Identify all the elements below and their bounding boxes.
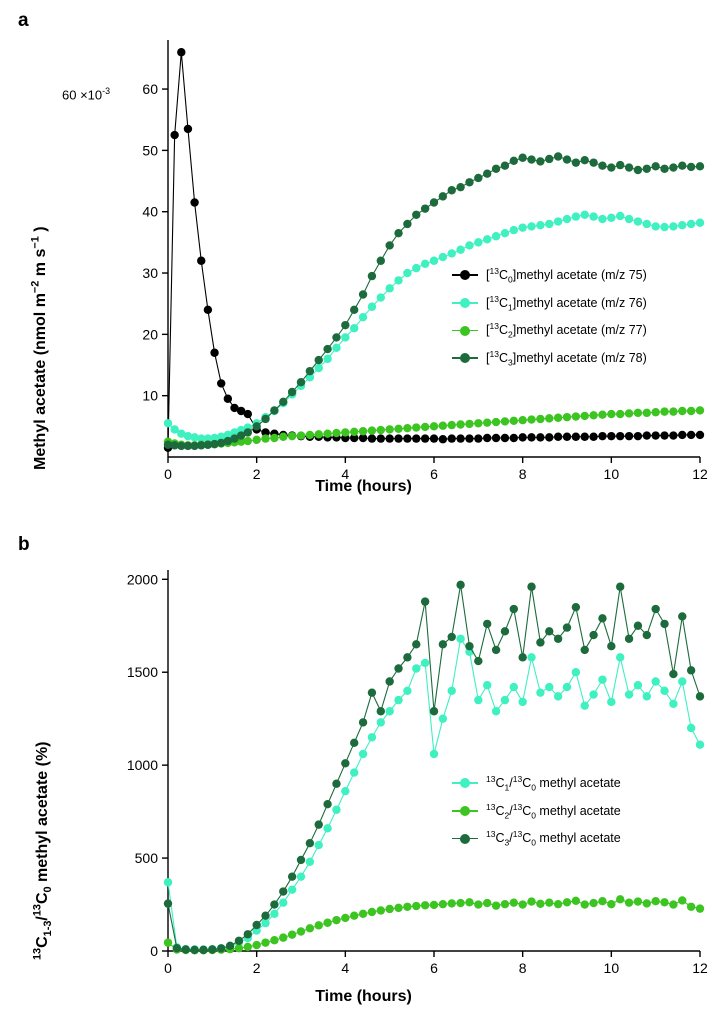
legend-marker: [452, 833, 478, 845]
panel-a-letter: a: [18, 10, 29, 31]
svg-text:30: 30: [142, 265, 158, 282]
panel-b-x-axis-title: Time (hours): [315, 988, 412, 1005]
legend-label: $[^{13}C_0]methyl$ acetate (m/z 75): [486, 266, 647, 285]
panel-a-plot: [0, 0, 727, 500]
svg-text:2: 2: [252, 466, 261, 482]
legend-item: [452, 349, 647, 368]
legend-item: [452, 774, 621, 793]
svg-text:0: 0: [164, 960, 172, 976]
svg-text:1000: 1000: [126, 757, 158, 774]
svg-text:4: 4: [341, 466, 350, 482]
legend-label: $^{13}C_3/^{13}C_0$ methyl acetate: [486, 829, 621, 848]
panel-a-y-exponent: $60 \times 10^{-3}$: [62, 86, 110, 103]
svg-text:20: 20: [142, 326, 158, 343]
svg-text:60: 60: [142, 81, 158, 98]
svg-text:40: 40: [142, 203, 158, 220]
svg-text:500: 500: [134, 850, 158, 867]
legend-marker: [452, 805, 478, 817]
panel-b-letter: b: [18, 534, 30, 555]
legend-item: [452, 802, 621, 821]
legend-label: $[^{13}C_1]methyl$ acetate (m/z 76): [486, 293, 647, 313]
svg-text:4: 4: [341, 960, 350, 976]
svg-text:10: 10: [142, 387, 158, 404]
svg-text:12: 12: [692, 466, 708, 482]
svg-text:0: 0: [150, 943, 158, 959]
svg-text:6: 6: [430, 960, 438, 976]
panel-a-y-axis-title: Methyl acetate (nmol $m^{-2}$ m $s^{-1}$ ): [30, 226, 50, 470]
legend-label: $[^{13}C_2]methyl$ acetate (m/z 77): [486, 321, 647, 340]
svg-text:6: 6: [430, 466, 438, 482]
svg-text:2: 2: [252, 960, 261, 976]
svg-text:50: 50: [142, 142, 158, 159]
legend-label: $^{13}C_1/^{13}C_0$ methyl acetate: [486, 774, 621, 793]
panel-b-legend: [452, 774, 621, 857]
svg-text:8: 8: [518, 466, 527, 482]
legend-marker: [452, 777, 478, 789]
legend-item: [452, 266, 647, 285]
svg-text:0: 0: [164, 466, 172, 482]
legend-label: $[^{13}C_3]methyl$ acetate (m/z 78): [486, 348, 647, 368]
legend-marker: [452, 297, 478, 309]
svg-text:1500: 1500: [126, 664, 158, 681]
legend-item: [452, 829, 621, 848]
panel-b-y-axis-title: $^{13}C_{1-3}/^{13}C_0$ methyl acetate (%): [32, 741, 55, 960]
legend-item: [452, 321, 647, 340]
svg-text:2000: 2000: [126, 571, 158, 588]
panel-a-svg: [0, 0, 727, 500]
svg-text:10: 10: [603, 960, 620, 976]
legend-marker: [452, 352, 478, 364]
svg-text:12: 12: [692, 960, 708, 976]
panel-b-plot: [0, 520, 727, 1010]
svg-text:8: 8: [518, 960, 527, 976]
panel-b: [0, 520, 727, 1029]
legend-marker: [452, 325, 478, 337]
panel-a-x-axis-title: Time (hours): [315, 478, 412, 495]
legend-marker: [452, 269, 478, 281]
legend-item: [452, 294, 647, 313]
panel-b-svg: [0, 520, 727, 1010]
panel-a-legend: [452, 266, 647, 377]
legend-label: $^{13}C_2/^{13}C_0$ methyl acetate: [486, 801, 621, 821]
svg-text:10: 10: [603, 466, 620, 482]
